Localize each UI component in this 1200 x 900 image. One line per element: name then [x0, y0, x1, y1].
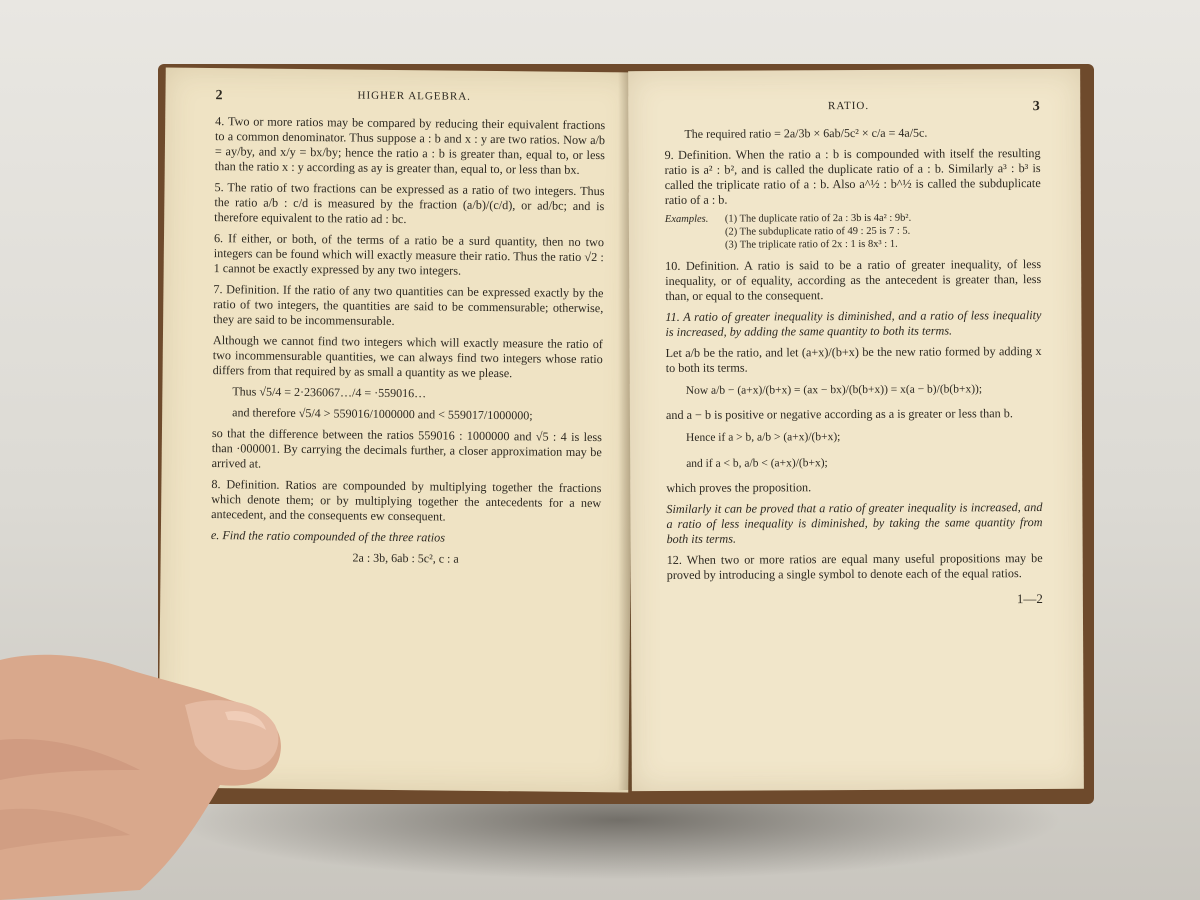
para-6: 6. If either, or both, of the terms of a ratio be a surd quantity, then no two integers can be found which will exactly measure their ratio. Thus the ratio √2 : 1 cannot be exactly expressed by any two integers. [213, 231, 605, 278]
example-item: (1) The duplicate ratio of 2a : 3b is 4a² : 9b². [724, 212, 912, 225]
para-11: 11. A ratio of greater inequality is diminished, and a ratio of less inequality is increased, by adding the same quantity to both its terms. [665, 308, 1042, 339]
para-10: 10. Definition. A ratio is said to be a ratio of greater inequality, of less inequality, or of equality, according as the antecedent is greater than, less than, or equal to the consequent. [665, 257, 1042, 303]
math-now: Now a/b − (a+x)/(b+x) = (ax − bx)/(b(b+x)) = x(a − b)/(b(b+x)); [685, 383, 983, 397]
example-item: (3) The triplicate ratio of 2x : 1 is 8x³ : 1. [725, 238, 898, 251]
examples-block [665, 212, 1041, 253]
page-number: 3 [1032, 99, 1041, 115]
examples-label: Examples. [664, 213, 709, 225]
hand-image [0, 620, 300, 900]
para-similarly: Similarly it can be proved that a ratio of greater inequality is increased, and a ratio of less inequality is diminished, by taking the same quantity from both its terms. [666, 500, 1043, 546]
math-hence: Hence if a > b, a/b > (a+x)/(b+x); [686, 431, 841, 444]
running-title: RATIO. [827, 99, 870, 113]
example-item: (2) The subduplicate ratio of 49 : 25 is 7 : 5. [724, 225, 911, 238]
math-andif: and if a < b, a/b < (a+x)/(b+x); [686, 457, 828, 470]
math-thus: Thus √5/4 = 2·236067…/4 = ·559016… [232, 384, 427, 401]
page-number: 2 [215, 88, 224, 104]
para-11b: Let a/b be the ratio, and let (a+x)/(b+x) be the new ratio formed by adding x to both its terms. [665, 344, 1042, 375]
para-8: 8. Definition. Ratios are compounded by multiplying together the fractions which denote them; or by multiplying together the antecedents for a new antecedent, and the consequents ew consequent. [211, 477, 602, 524]
para-11c: and a − b is positive or negative according as a is greater or less than b. [665, 406, 1013, 422]
right-page [628, 69, 1084, 791]
example-text: e. Find the ratio compounded of the three ratios [210, 528, 446, 545]
para-5: 5. The ratio of two fractions can be expressed as a ratio of two integers. Thus the ratio a/b : c/d is measured by the fraction (a/b)/(c/d), or ad/bc; and is therefore equivalent to the ratio ad : bc. [214, 180, 605, 227]
para-proves: which proves the proposition. [666, 480, 812, 495]
running-title: HIGHER ALGEBRA. [357, 89, 471, 103]
para-7b: Although we cannot find two integers which will exactly measure the ratio of two incommensurable quantities, we can always find two integers whose ratio differs from that required by as small a quantity as we please. [212, 333, 603, 381]
required-ratio: The required ratio = 2a/3b × 6ab/5c² × c/a = 4a/5c. [684, 125, 928, 141]
signature-mark: 1—2 [1016, 591, 1043, 607]
para-7: 7. Definition. If the ratio of any two quantities can be expressed exactly by the ratio of two integers, the quantities are said to be commensurable; otherwise, they are said to be incommensurable. [213, 282, 604, 328]
para-4: 4. Two or more ratios may be compared by reducing their equivalent fractions to a common denominator. Thus suppose a : b and x : y are two ratios. Now a/b = ay/by, and x/y = bx/by; hence the ratio a : b is greater than, equal to, or less than the ratio x : y according as ay is greater than, equal to, or less than bx. [214, 114, 606, 177]
para-7c: so that the difference between the ratios 559016 : 1000000 and √5 : 4 is less than ·000001. By carrying the decimals further, a closer approximation may be arrived at. [211, 426, 603, 471]
example-ratios: 2a : 3b, 6ab : 5c², c : a [352, 550, 459, 566]
math-therefore: and therefore √5/4 > 559016/1000000 and < 559017/1000000; [232, 405, 533, 423]
para-9: 9. Definition. When the ratio a : b is compounded with itself the resulting ratio is a² : b², and is called the duplicate ratio of a : b. Similarly a³ : b³ is called the triplicate ratio of a : b. Also a^½ : b^½ is called the subduplicate ratio of a : b. [664, 146, 1041, 207]
para-12: 12. When two or more ratios are equal many useful propositions may be proved by introducing a single symbol to denote each of the equal ratios. [666, 551, 1043, 582]
